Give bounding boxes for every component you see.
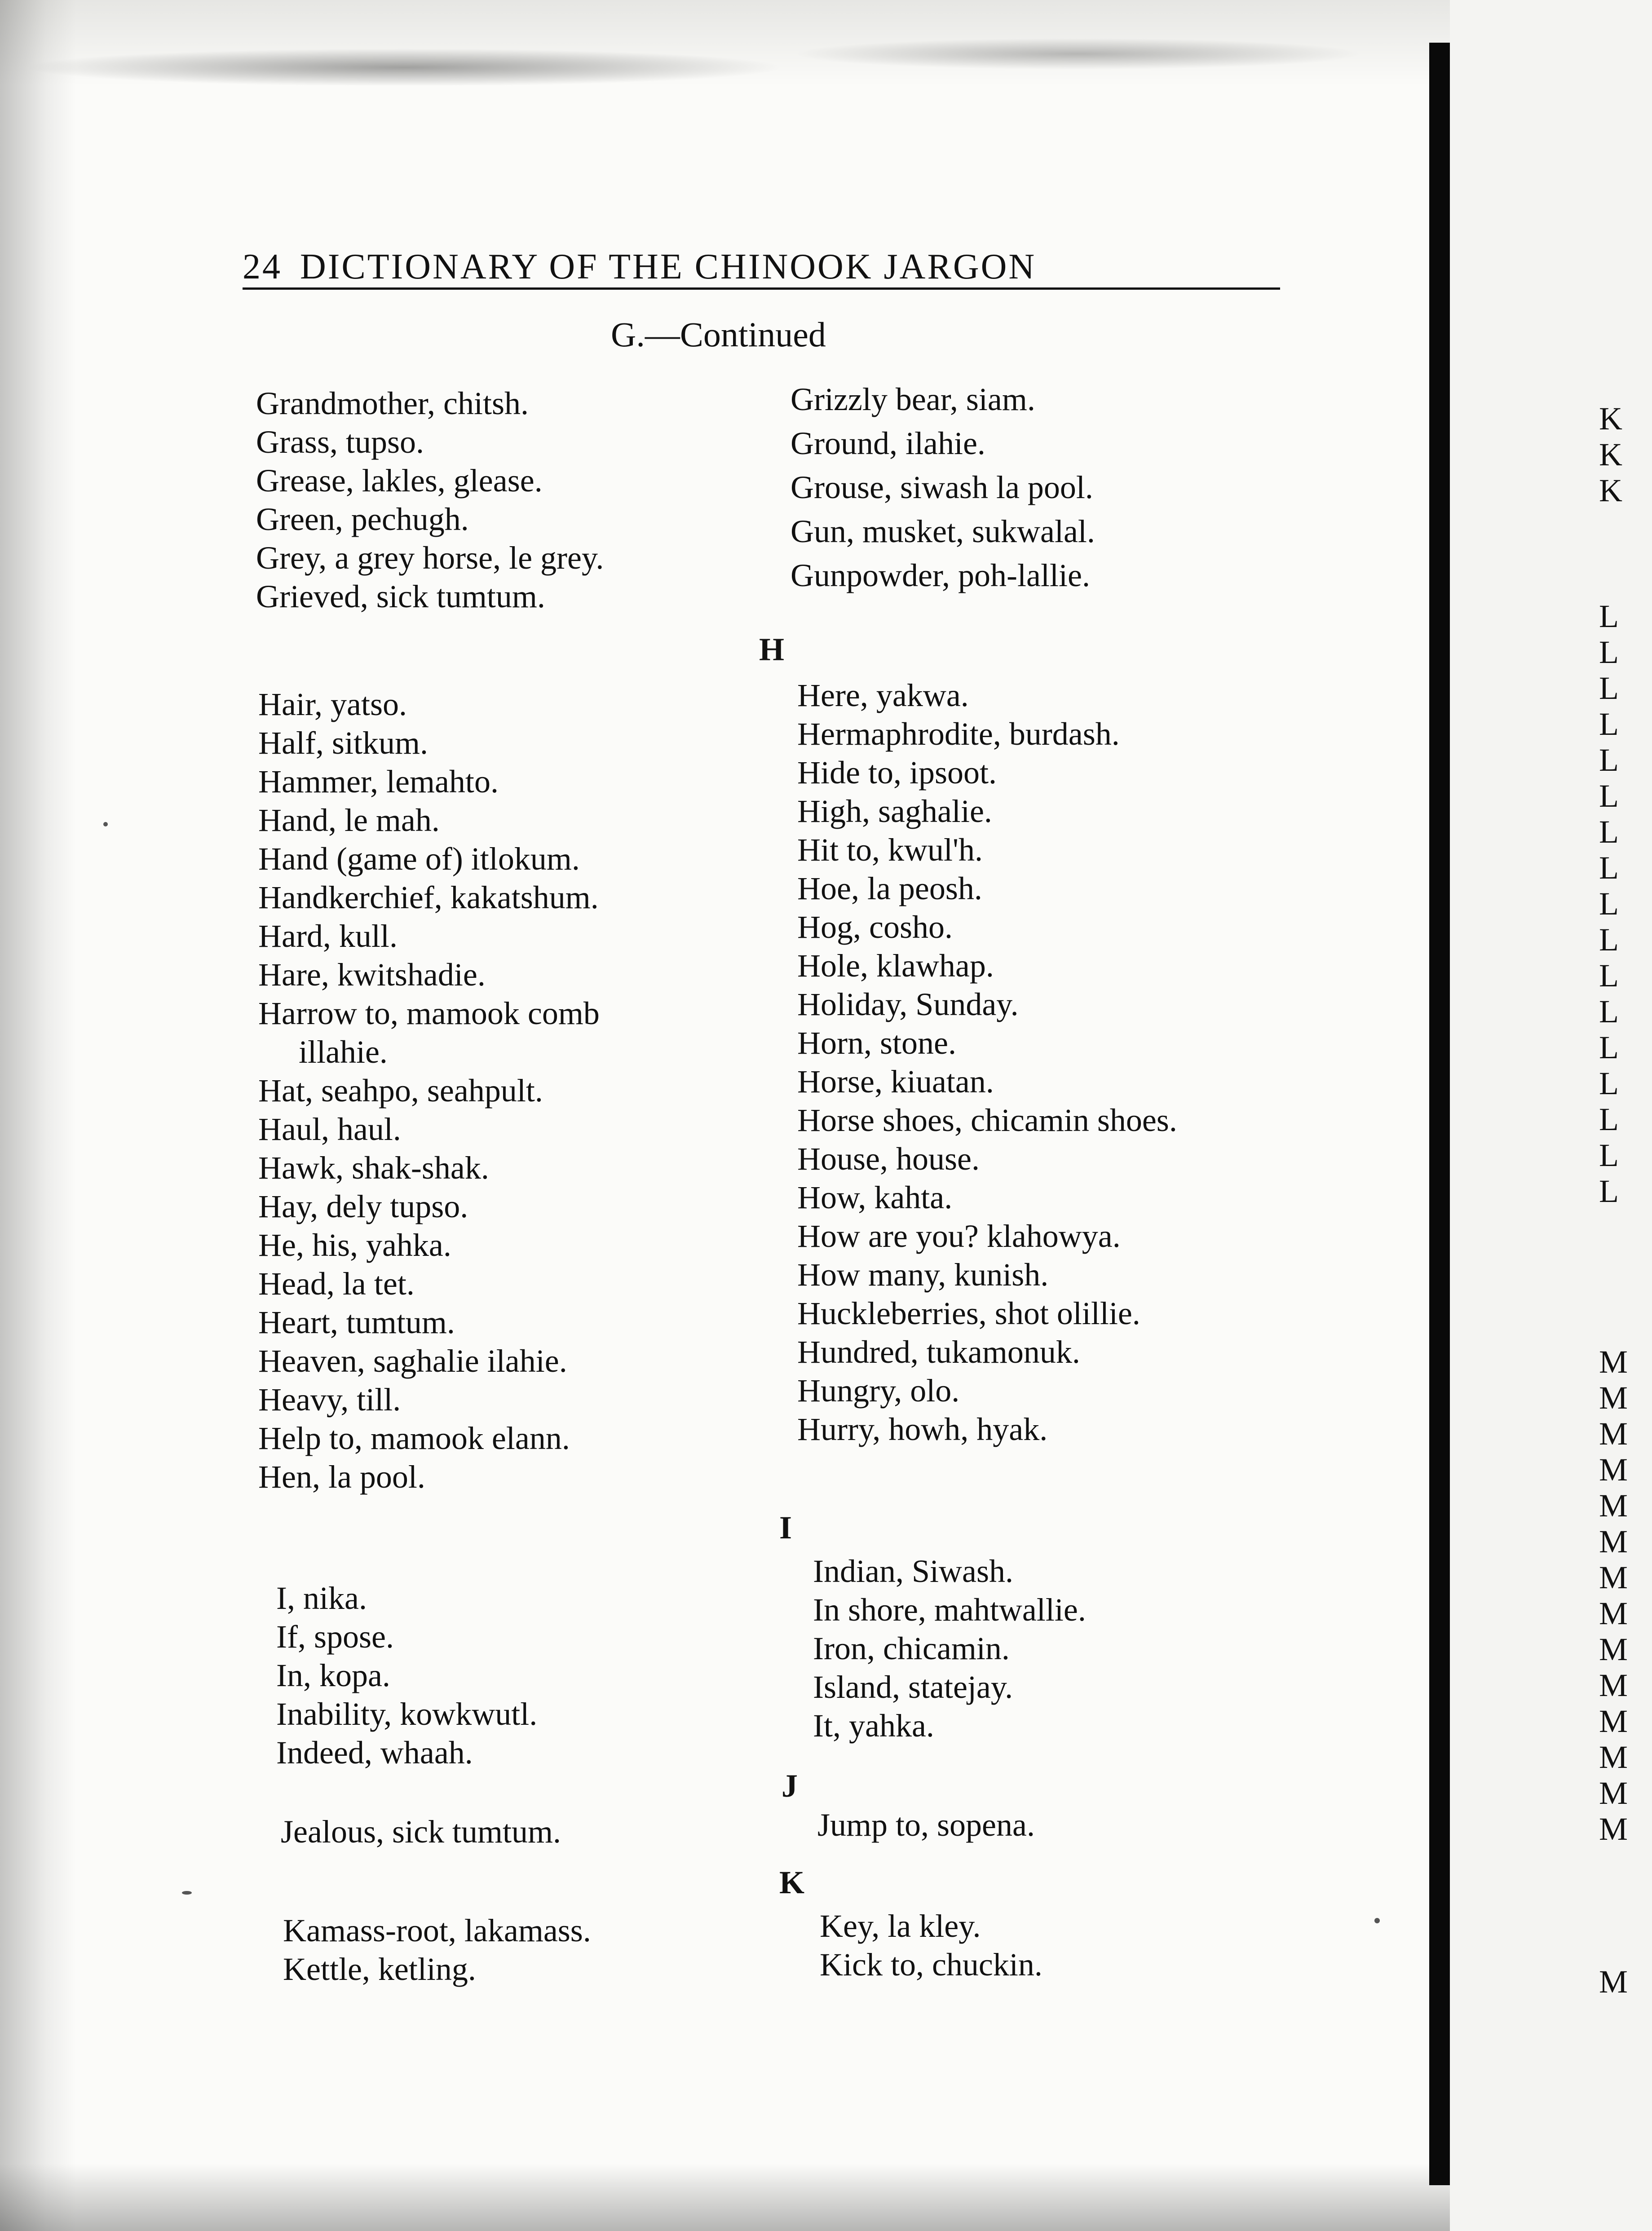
h-right-column bbox=[797, 676, 1177, 1449]
dictionary-entry: Inability, kowkwutl. bbox=[276, 1696, 538, 1732]
dictionary-entry: Jealous, sick tumtum. bbox=[281, 1814, 561, 1850]
dictionary-entry: Indian, Siwash. bbox=[813, 1553, 1013, 1589]
dictionary-entry: Holiday, Sunday. bbox=[797, 986, 1019, 1022]
facing-page-letter: M bbox=[1599, 1524, 1628, 1559]
facing-page-letter: L bbox=[1599, 778, 1619, 814]
dictionary-entry: How are you? klahowya. bbox=[797, 1218, 1121, 1254]
page-edge-shadow-left bbox=[0, 0, 76, 2231]
facing-page-letter: M bbox=[1599, 1595, 1628, 1631]
g-left-column bbox=[256, 384, 604, 616]
facing-page-letter: M bbox=[1599, 1811, 1628, 1847]
dictionary-entry: House, house. bbox=[797, 1141, 980, 1177]
section-letter-j: J bbox=[782, 1768, 798, 1804]
dictionary-entry: Hole, klawhap. bbox=[797, 948, 994, 984]
j-right-column bbox=[817, 1806, 1035, 1844]
dictionary-entry: Horse shoes, chicamin shoes. bbox=[797, 1102, 1177, 1138]
page-title: DICTIONARY OF THE CHINOOK JARGON bbox=[300, 247, 1037, 287]
dictionary-entry: Hand (game of) itlokum. bbox=[258, 841, 580, 877]
k-right-column bbox=[820, 1907, 1042, 1984]
print-speck bbox=[182, 1891, 192, 1895]
facing-page-letter: L bbox=[1599, 1101, 1619, 1137]
facing-page-letter: M bbox=[1599, 1703, 1628, 1739]
book-gutter bbox=[1429, 43, 1450, 2185]
page-edge-shadow-bottom bbox=[0, 2164, 1652, 2231]
dictionary-entry: Here, yakwa. bbox=[797, 677, 969, 713]
facing-page-letter: M bbox=[1599, 1380, 1628, 1416]
section-letter-i: I bbox=[779, 1510, 792, 1546]
facing-page-letter: M bbox=[1599, 1344, 1628, 1380]
page-edge-shadow-top bbox=[0, 0, 1652, 85]
facing-page-letter: M bbox=[1599, 1631, 1628, 1667]
dictionary-entry: Grease, lakles, glease. bbox=[256, 463, 543, 499]
facing-page-letter: L bbox=[1599, 634, 1619, 670]
dictionary-entry: illahie. bbox=[299, 1034, 388, 1070]
h-left-column bbox=[258, 685, 600, 1496]
dictionary-entry: Grieved, sick tumtum. bbox=[256, 579, 545, 614]
section-title: G.—Continued bbox=[611, 315, 826, 354]
facing-page-letter: L bbox=[1599, 1137, 1619, 1173]
dictionary-entry: Hare, kwitshadie. bbox=[258, 957, 486, 993]
dictionary-entry: Hand, le mah. bbox=[258, 802, 440, 838]
facing-page-letter: M bbox=[1599, 1775, 1628, 1811]
dictionary-entry: Hoe, la peosh. bbox=[797, 870, 982, 906]
dictionary-entry: Kick to, chuckin. bbox=[820, 1947, 1042, 1983]
dictionary-entry: Hair, yatso. bbox=[258, 686, 407, 722]
i-right-column bbox=[813, 1552, 1086, 1745]
dictionary-entry: Grouse, siwash la pool. bbox=[791, 469, 1093, 505]
dictionary-entry: Head, la tet. bbox=[258, 1266, 415, 1302]
dictionary-entry: Grass, tupso. bbox=[256, 424, 424, 460]
facing-page-letter: L bbox=[1599, 850, 1619, 886]
facing-page-letter: L bbox=[1599, 994, 1619, 1029]
facing-page-letter: M bbox=[1599, 1964, 1628, 2000]
dictionary-entry: Huckleberries, shot olillie. bbox=[797, 1295, 1140, 1331]
dictionary-entry: How, kahta. bbox=[797, 1180, 953, 1215]
facing-page-letter: K bbox=[1599, 473, 1622, 508]
dictionary-entry: Half, sitkum. bbox=[258, 725, 428, 761]
dictionary-entry: It, yahka. bbox=[813, 1708, 934, 1744]
dictionary-entry: Help to, mamook elann. bbox=[258, 1420, 570, 1456]
dictionary-entry: Jump to, sopena. bbox=[817, 1807, 1035, 1843]
dictionary-entry: Hen, la pool. bbox=[258, 1459, 425, 1495]
dictionary-entry: Hurry, howh, hyak. bbox=[797, 1411, 1048, 1447]
j-left-column bbox=[281, 1812, 561, 1851]
dictionary-entry: Harrow to, mamook comb bbox=[258, 995, 600, 1031]
print-speck bbox=[103, 822, 108, 826]
dictionary-entry: Ground, ilahie. bbox=[791, 425, 985, 461]
facing-page-letter: L bbox=[1599, 958, 1619, 994]
dictionary-entry: Heaven, saghalie ilahie. bbox=[258, 1343, 567, 1379]
facing-page-letter: K bbox=[1599, 437, 1622, 473]
dictionary-entry: Hungry, olo. bbox=[797, 1373, 960, 1409]
g-right-column bbox=[791, 377, 1095, 597]
facing-page-letter: L bbox=[1599, 1029, 1619, 1065]
dictionary-entry: I, nika. bbox=[276, 1580, 367, 1616]
dictionary-entry: Grizzly bear, siam. bbox=[791, 381, 1035, 417]
dictionary-entry: Grandmother, chitsh. bbox=[256, 385, 529, 421]
dictionary-entry: Key, la kley. bbox=[820, 1908, 981, 1944]
dictionary-entry: Gunpowder, poh-lallie. bbox=[791, 557, 1090, 593]
page-header bbox=[243, 234, 1280, 290]
dictionary-entry: Heart, tumtum. bbox=[258, 1304, 455, 1340]
facing-page-letter: M bbox=[1599, 1739, 1628, 1775]
facing-page-letter: L bbox=[1599, 886, 1619, 922]
section-letter-k: K bbox=[779, 1864, 805, 1900]
dictionary-entry: He, his, yahka. bbox=[258, 1227, 451, 1263]
facing-page-letters bbox=[1599, 0, 1652, 2231]
facing-page-letter: L bbox=[1599, 742, 1619, 778]
dictionary-entry: In, kopa. bbox=[276, 1657, 390, 1693]
facing-page-letter: L bbox=[1599, 922, 1619, 958]
facing-page-letter: K bbox=[1599, 401, 1622, 437]
dictionary-entry: Gun, musket, sukwalal. bbox=[791, 513, 1095, 549]
facing-page-letter: M bbox=[1599, 1452, 1628, 1488]
dictionary-entry: Iron, chicamin. bbox=[813, 1630, 1010, 1666]
dictionary-entry: Hundred, tukamonuk. bbox=[797, 1334, 1080, 1370]
dictionary-entry: Kettle, ketling. bbox=[283, 1951, 476, 1987]
page-number: 24 bbox=[243, 247, 282, 287]
facing-page-letter: M bbox=[1599, 1667, 1628, 1703]
dictionary-entry: Hawk, shak-shak. bbox=[258, 1150, 489, 1186]
facing-page-letter: M bbox=[1599, 1416, 1628, 1452]
facing-page-letter: L bbox=[1599, 814, 1619, 850]
facing-page-letter: M bbox=[1599, 1559, 1628, 1595]
dictionary-entry: Indeed, whaah. bbox=[276, 1735, 473, 1771]
dictionary-entry: Horse, kiuatan. bbox=[797, 1064, 994, 1100]
facing-page-letter: L bbox=[1599, 598, 1619, 634]
dictionary-entry: Grey, a grey horse, le grey. bbox=[256, 540, 604, 576]
dictionary-entry: Hammer, lemahto. bbox=[258, 764, 499, 800]
dictionary-entry: Hard, kull. bbox=[258, 918, 398, 954]
dictionary-entry: If, spose. bbox=[276, 1619, 394, 1655]
dictionary-entry: Hay, dely tupso. bbox=[258, 1188, 468, 1224]
dictionary-entry: How many, kunish. bbox=[797, 1257, 1049, 1293]
facing-page-letter: L bbox=[1599, 706, 1619, 742]
dictionary-entry: Handkerchief, kakatshum. bbox=[258, 879, 599, 915]
dictionary-entry: Hide to, ipsoot. bbox=[797, 755, 997, 791]
facing-page-letter: L bbox=[1599, 1173, 1619, 1209]
dictionary-entry: In shore, mahtwallie. bbox=[813, 1592, 1086, 1628]
facing-page-letter: M bbox=[1599, 1488, 1628, 1524]
dictionary-entry: Hermaphrodite, burdash. bbox=[797, 716, 1120, 752]
print-speck bbox=[1374, 1918, 1380, 1923]
dictionary-entry: Hog, cosho. bbox=[797, 909, 953, 945]
dictionary-entry: Hit to, kwul'h. bbox=[797, 832, 983, 868]
dictionary-entry: Heavy, till. bbox=[258, 1382, 401, 1418]
dictionary-entry: Kamass-root, lakamass. bbox=[283, 1913, 591, 1948]
dictionary-entry: Island, statejay. bbox=[813, 1669, 1013, 1705]
section-letter-h: H bbox=[759, 632, 785, 667]
i-left-column bbox=[276, 1579, 537, 1772]
facing-page-letter: L bbox=[1599, 670, 1619, 706]
dictionary-entry: Haul, haul. bbox=[258, 1111, 401, 1147]
dictionary-entry: Horn, stone. bbox=[797, 1025, 956, 1061]
dictionary-entry: Green, pechugh. bbox=[256, 501, 469, 537]
dictionary-entry: High, saghalie. bbox=[797, 793, 992, 829]
dictionary-entry: Hat, seahpo, seahpult. bbox=[258, 1073, 543, 1109]
k-left-column bbox=[283, 1911, 591, 1988]
facing-page-letter: L bbox=[1599, 1065, 1619, 1101]
